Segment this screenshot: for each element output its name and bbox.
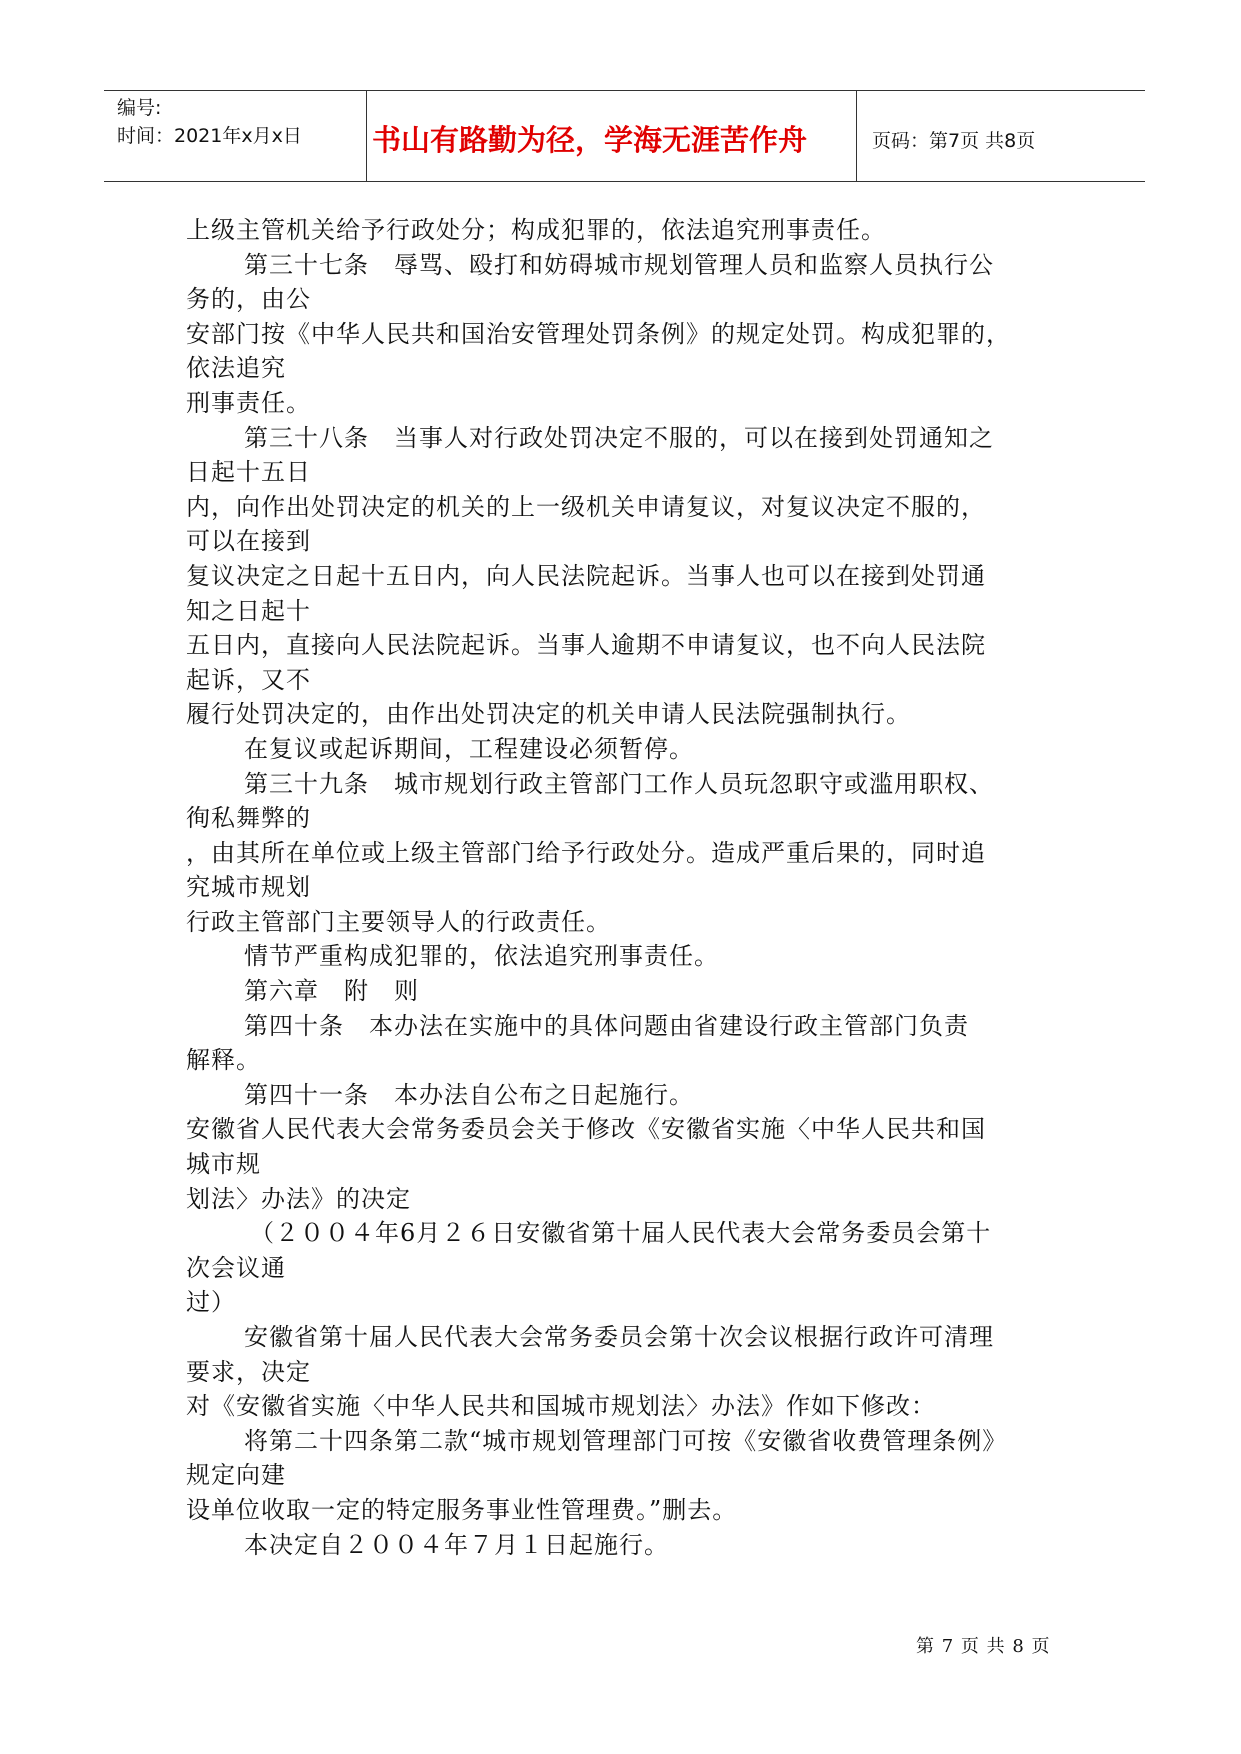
- decision-date-line: 次会议通: [186, 1253, 286, 1282]
- article-37-heading-line: 第三十七条 辱骂、殴打和妨碍城市规划管理人员和监察人员执行公: [244, 250, 994, 279]
- header-motto: 书山有路勤为径，学海无涯苦作舟: [372, 123, 808, 157]
- text-line: 知之日起十: [186, 596, 311, 625]
- text-line: 对《安徽省实施〈中华人民共和国城市规划法〉办法》作如下修改：: [186, 1392, 936, 1421]
- document-body: [186, 213, 1066, 1562]
- text-line: 规定向建: [186, 1461, 286, 1490]
- footer-page-number: 第 7 页 共 8 页: [916, 1636, 1051, 1657]
- article-39-heading-line: 第三十九条 城市规划行政主管部门工作人员玩忽职守或滥用职权、: [244, 769, 994, 798]
- text-line: 依法追究: [186, 354, 286, 383]
- decision-title-line: 安徽省人民代表大会常务委员会关于修改《安徽省实施〈中华人民共和国: [186, 1115, 986, 1144]
- text-line: 徇私舞弊的: [186, 804, 311, 833]
- text-line: 要求，决定: [186, 1357, 311, 1386]
- text-line: 起诉，又不: [186, 665, 311, 694]
- header-divider-left: [366, 90, 367, 182]
- chapter-6-heading: 第六章 附 则: [244, 977, 419, 1006]
- text-line: 复议决定之日起十五日内，向人民法院起诉。当事人也可以在接到处罚通: [186, 561, 986, 590]
- text-line: 解释。: [186, 1046, 261, 1075]
- text-line: 在复议或起诉期间，工程建设必须暂停。: [244, 734, 694, 763]
- decision-date-line: （２００４年6月２６日安徽省第十届人民代表大会常务委员会第十: [250, 1219, 992, 1248]
- article-38-heading-line: 第三十八条 当事人对行政处罚决定不服的，可以在接到处罚通知之: [244, 423, 994, 452]
- text-line: 日起十五日: [186, 458, 311, 487]
- text-line: 务的，由公: [186, 285, 311, 314]
- text-line: 究城市规划: [186, 873, 311, 902]
- decision-title-line: 城市规: [186, 1150, 261, 1179]
- text-line: ，由其所在单位或上级主管部门给予行政处分。造成严重后果的，同时追: [186, 838, 986, 867]
- decision-date-line: 过）: [186, 1288, 236, 1317]
- text-line: 内，向作出处罚决定的机关的上一级机关申请复议，对复议决定不服的，: [186, 492, 986, 521]
- decision-title-line: 划法〉办法》的决定: [186, 1184, 411, 1213]
- text-line: 将第二十四条第二款“城市规划管理部门可按《安徽省收费管理条例》: [244, 1426, 1008, 1455]
- header-page-label: 页码：第7页 共8页: [872, 130, 1036, 152]
- text-line: 本决定自２００４年７月１日起施行。: [244, 1530, 669, 1559]
- text-line: 五日内，直接向人民法院起诉。当事人逾期不申请复议，也不向人民法院: [186, 631, 986, 660]
- header-time-label: 时间：2021年x月x日: [117, 125, 302, 147]
- article-41-heading-line: 第四十一条 本办法自公布之日起施行。: [244, 1080, 694, 1109]
- text-line: 履行处罚决定的，由作出处罚决定的机关申请人民法院强制执行。: [186, 700, 911, 729]
- text-line: 情节严重构成犯罪的，依法追究刑事责任。: [244, 942, 719, 971]
- text-line: 上级主管机关给予行政处分；构成犯罪的，依法追究刑事责任。: [186, 216, 886, 244]
- text-line: 行政主管部门主要领导人的行政责任。: [186, 907, 611, 936]
- article-40-heading-line: 第四十条 本办法在实施中的具体问题由省建设行政主管部门负责: [244, 1011, 969, 1040]
- text-line: 安部门按《中华人民共和国治安管理处罚条例》的规定处罚。构成犯罪的，: [186, 319, 1011, 348]
- text-line: 刑事责任。: [186, 388, 311, 417]
- text-line: 可以在接到: [186, 527, 311, 556]
- header-serial-label: 编号:: [117, 97, 162, 119]
- header-bottom-rule: [104, 181, 1145, 182]
- header-top-rule: [104, 90, 1145, 91]
- header-divider-right: [856, 90, 857, 182]
- text-line: 设单位收取一定的特定服务事业性管理费。”删去。: [186, 1495, 738, 1524]
- text-line: 安徽省第十届人民代表大会常务委员会第十次会议根据行政许可清理: [244, 1323, 994, 1351]
